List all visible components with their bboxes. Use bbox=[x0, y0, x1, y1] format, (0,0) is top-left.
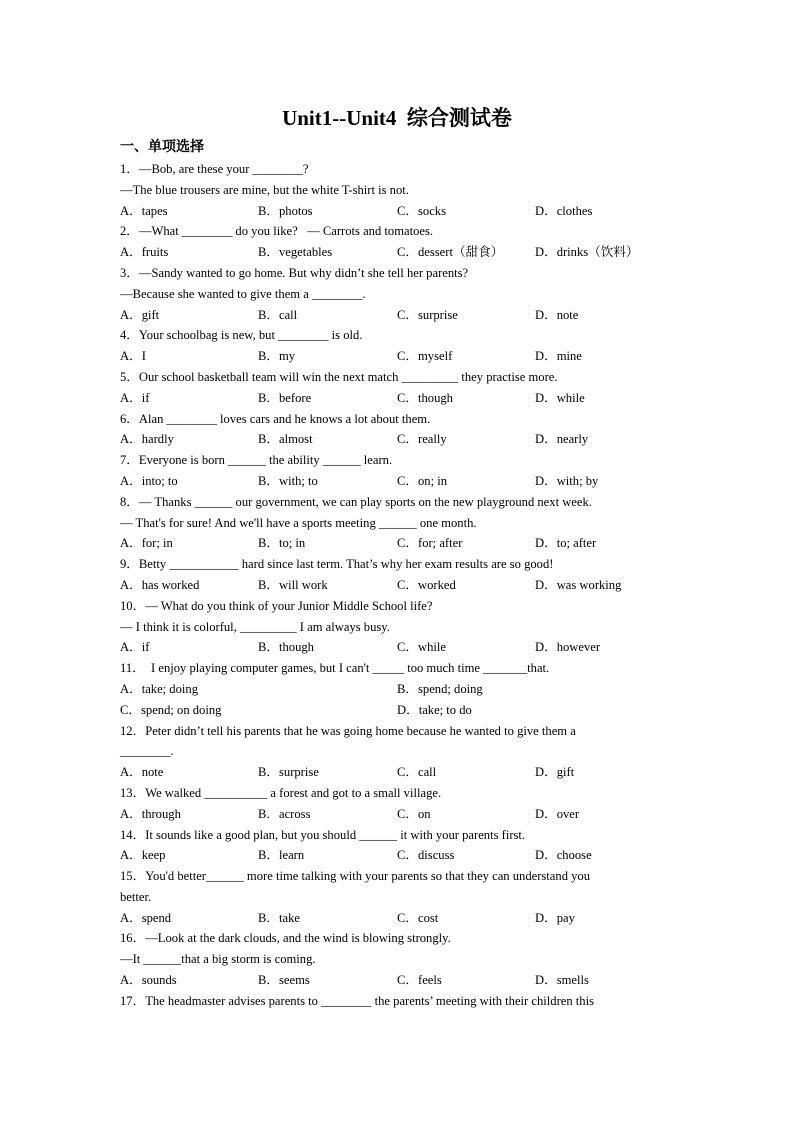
option-c: C．feels bbox=[397, 973, 442, 988]
option-a: A．into; to bbox=[120, 473, 178, 488]
question-text: 11． I enjoy playing computer games, but I can't _____ too much time _______that. bbox=[120, 661, 550, 676]
option-d: D．take; to do bbox=[397, 702, 472, 717]
options-row bbox=[120, 700, 660, 721]
option-a: A．if bbox=[120, 390, 150, 405]
option-a: A．if bbox=[120, 640, 150, 655]
options-row bbox=[120, 679, 660, 700]
question-2 bbox=[120, 221, 660, 263]
option-a: A．for; in bbox=[120, 536, 173, 551]
option-c: C．myself bbox=[397, 349, 453, 364]
question-14 bbox=[120, 825, 660, 867]
question-text: 4．Your schoolbag is new, but ________ is old. bbox=[120, 328, 363, 343]
question-text: 8．— Thanks ______ our government, we can play sports on the new playground next week. bbox=[120, 494, 592, 509]
question-text: —The blue trousers are mine, but the white T-shirt is not. bbox=[120, 182, 409, 197]
question-text: 15．You'd better______ more time talking with your parents so that they can understand you bbox=[120, 869, 591, 884]
option-b: B．surprise bbox=[258, 765, 319, 780]
question-3 bbox=[120, 263, 660, 325]
option-d: D．clothes bbox=[535, 203, 593, 218]
question-text: 10．— What do you think of your Junior Middle School life? bbox=[120, 598, 433, 613]
question-text: 3．—Sandy wanted to go home. But why didn’t she tell her parents? bbox=[120, 265, 469, 280]
option-d: D．note bbox=[535, 307, 579, 322]
option-a: A．has worked bbox=[120, 577, 200, 592]
question-17 bbox=[120, 991, 660, 1012]
question-4 bbox=[120, 325, 660, 367]
question-1 bbox=[120, 159, 660, 221]
question-text: 2．—What ________ do you like? — Carrots and tomatoes. bbox=[120, 224, 434, 239]
option-c: C．surprise bbox=[397, 307, 458, 322]
options-row bbox=[120, 429, 660, 450]
option-b: B．will work bbox=[258, 577, 328, 592]
option-d: D．pay bbox=[535, 910, 575, 925]
question-9 bbox=[120, 554, 660, 596]
option-b: B．photos bbox=[258, 203, 313, 218]
option-c: C．dessert（甜食） bbox=[397, 245, 504, 260]
option-a: A．I bbox=[120, 349, 146, 364]
option-d: D．nearly bbox=[535, 432, 589, 447]
question-7 bbox=[120, 450, 660, 492]
option-c: C．on; in bbox=[397, 473, 448, 488]
option-b: B．spend; doing bbox=[397, 681, 483, 696]
question-10 bbox=[120, 596, 660, 658]
question-16 bbox=[120, 928, 660, 990]
page-title: Unit1--Unit4 综合测试卷 bbox=[282, 106, 512, 130]
option-b: B．before bbox=[258, 390, 312, 405]
options-row bbox=[120, 845, 660, 866]
options-row bbox=[120, 575, 660, 596]
option-d: D．to; after bbox=[535, 536, 597, 551]
options-row bbox=[120, 305, 660, 326]
option-b: B．seems bbox=[258, 973, 310, 988]
question-text: 13．We walked __________ a forest and got to a small village. bbox=[120, 785, 442, 800]
question-text: —Because she wanted to give them a ________. bbox=[120, 286, 366, 301]
options-row bbox=[120, 970, 660, 991]
option-b: B．learn bbox=[258, 848, 305, 863]
question-text: — I think it is colorful, _________ I am always busy. bbox=[120, 619, 390, 634]
options-row bbox=[120, 346, 660, 367]
option-a: A．take; doing bbox=[120, 681, 198, 696]
question-text: ________. bbox=[120, 744, 174, 759]
option-a: A．spend bbox=[120, 910, 172, 925]
option-b: B．call bbox=[258, 307, 298, 322]
option-d: D．gift bbox=[535, 765, 575, 780]
question-text: 9．Betty ___________ hard since last term. That’s why her exam results are so good! bbox=[120, 557, 554, 572]
question-8 bbox=[120, 492, 660, 554]
option-a: A．gift bbox=[120, 307, 160, 322]
option-c: C．call bbox=[397, 765, 437, 780]
option-d: D．choose bbox=[535, 848, 592, 863]
option-c: C．for; after bbox=[397, 536, 463, 551]
option-a: A．sounds bbox=[120, 973, 177, 988]
question-text: —It ______that a big storm is coming. bbox=[120, 952, 316, 967]
option-b: B．to; in bbox=[258, 536, 306, 551]
question-12 bbox=[120, 721, 660, 783]
option-c: C．though bbox=[397, 390, 453, 405]
options-row bbox=[120, 762, 660, 783]
question-text: 7．Everyone is born ______ the ability ______ learn. bbox=[120, 453, 393, 468]
option-b: B．almost bbox=[258, 432, 313, 447]
options-row bbox=[120, 388, 660, 409]
option-d: D．smells bbox=[535, 973, 589, 988]
option-d: D．drinks（饮料） bbox=[535, 245, 639, 260]
option-c: C．while bbox=[397, 640, 446, 655]
option-b: B．my bbox=[258, 349, 296, 364]
option-a: A．note bbox=[120, 765, 164, 780]
question-11 bbox=[120, 658, 660, 720]
options-row bbox=[120, 201, 660, 222]
option-b: B．vegetables bbox=[258, 245, 333, 260]
question-text: 14．It sounds like a good plan, but you should ______ it with your parents first. bbox=[120, 827, 526, 842]
question-text: 17．The headmaster advises parents to ________ the parents’ meeting with their children this bbox=[120, 993, 595, 1008]
question-5 bbox=[120, 367, 660, 409]
options-row bbox=[120, 908, 660, 929]
option-c: C．socks bbox=[397, 203, 446, 218]
question-6 bbox=[120, 409, 660, 451]
question-list bbox=[120, 159, 660, 1012]
option-c: C．on bbox=[397, 806, 431, 821]
option-d: D．was working bbox=[535, 577, 622, 592]
option-d: D．however bbox=[535, 640, 601, 655]
option-a: A．through bbox=[120, 806, 181, 821]
option-b: B．though bbox=[258, 640, 314, 655]
section-heading: 一、单项选择 bbox=[120, 140, 204, 155]
question-text: — That's for sure! And we'll have a sports meeting ______ one month. bbox=[120, 515, 477, 530]
question-text: 6．Alan ________ loves cars and he knows a lot about them. bbox=[120, 411, 431, 426]
question-text: 12．Peter didn’t tell his parents that he was going home because he wanted to give them a bbox=[120, 723, 576, 738]
question-text: better. bbox=[120, 889, 152, 904]
option-b: B．across bbox=[258, 806, 311, 821]
options-row bbox=[120, 804, 660, 825]
question-text: 16．—Look at the dark clouds, and the wind is blowing strongly. bbox=[120, 931, 451, 946]
question-text: 1．—Bob, are these your ________? bbox=[120, 162, 309, 176]
option-a: A．keep bbox=[120, 848, 166, 863]
option-a: A．tapes bbox=[120, 203, 168, 218]
option-b: B．with; to bbox=[258, 473, 318, 488]
option-c: C．really bbox=[397, 432, 447, 447]
option-c: C．spend; on doing bbox=[120, 702, 222, 717]
question-15 bbox=[120, 866, 660, 928]
options-row bbox=[120, 533, 660, 554]
option-d: D．while bbox=[535, 390, 585, 405]
options-row bbox=[120, 637, 660, 658]
option-c: C．worked bbox=[397, 577, 456, 592]
option-d: D．mine bbox=[535, 349, 582, 364]
option-c: C．cost bbox=[397, 910, 439, 925]
option-c: C．discuss bbox=[397, 848, 455, 863]
option-a: A．fruits bbox=[120, 245, 169, 260]
options-row bbox=[120, 471, 660, 492]
option-a: A．hardly bbox=[120, 432, 174, 447]
option-b: B．take bbox=[258, 910, 300, 925]
option-d: D．with; by bbox=[535, 473, 599, 488]
question-text: 5．Our school basketball team will win the next match _________ they practise more. bbox=[120, 369, 558, 384]
option-d: D．over bbox=[535, 806, 580, 821]
question-13 bbox=[120, 783, 660, 825]
options-row bbox=[120, 242, 660, 263]
